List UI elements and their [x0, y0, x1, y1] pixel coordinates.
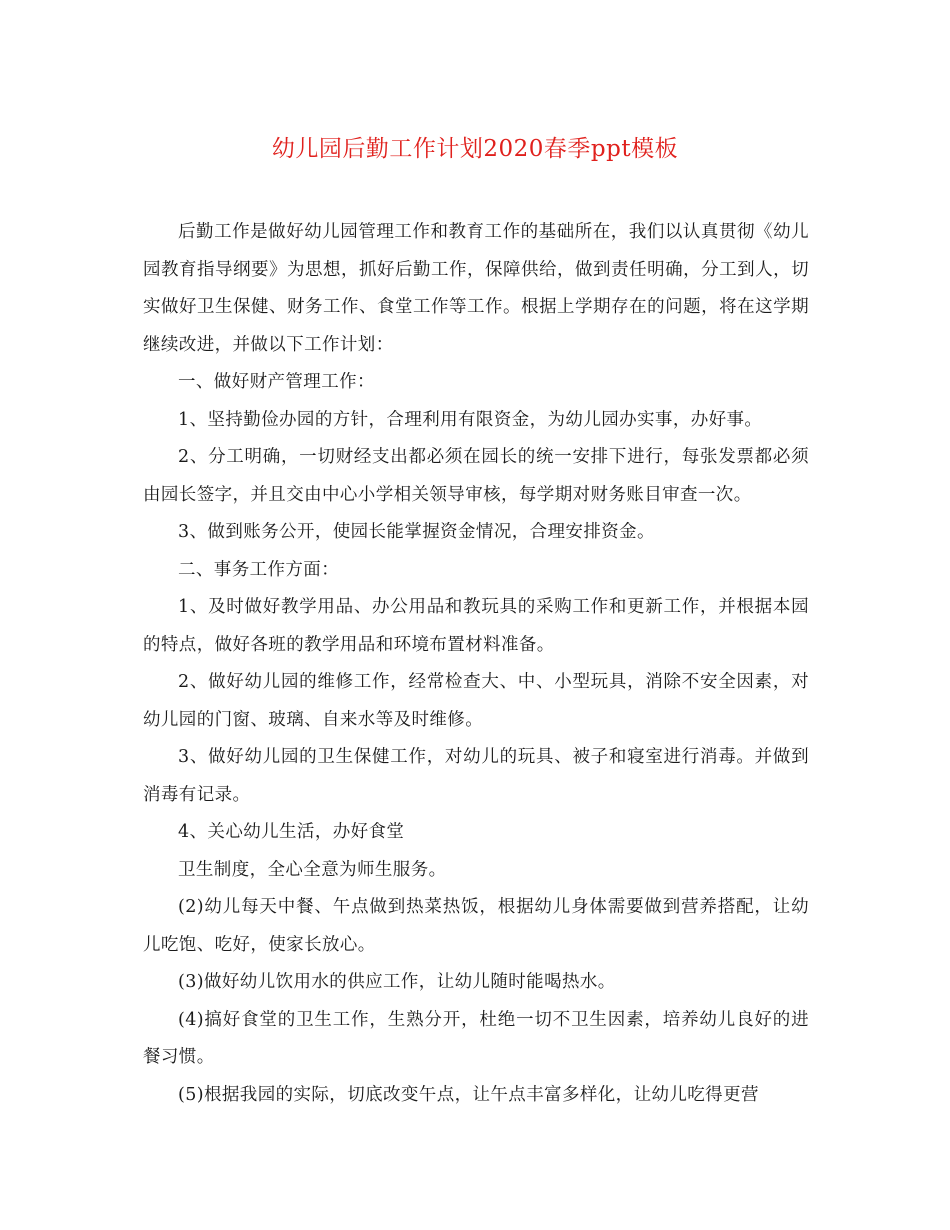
paragraph: 2、做好幼儿园的维修工作，经常检查大、中、小型玩具，消除不安全因素，对幼儿园的门窗、玻璃、自来水等及时维修。	[143, 672, 809, 730]
document-body	[143, 214, 809, 1114]
paragraph: (4)搞好食堂的卫生工作，生熟分开，杜绝一切不卫生因素，培养幼儿良好的进餐习惯。	[143, 1009, 809, 1067]
paragraph: 1、坚持勤俭办园的方针，合理利用有限资金，为幼儿园办实事，办好事。	[178, 409, 763, 430]
section-heading-property: 一、做好财产管理工作：	[178, 372, 375, 392]
paragraph: (5)根据我园的实际，切底改变午点，让午点丰富多样化，让幼儿吃得更营	[178, 1084, 759, 1105]
paragraph: 1、及时做好教学用品、办公用品和教玩具的采购工作和更新工作，并根据本园的特点，做好各班的教学用品和环境布置材料准备。	[143, 597, 809, 655]
paragraph-intro: 后勤工作是做好幼儿园管理工作和教育工作的基础所在，我们以认真贯彻《幼儿园教育指导纲要》为思想，抓好后勤工作，保障供给，做到责任明确，分工到人，切实做好卫生保健、财务工作、食堂工作等工作。根据上学期存在的问题，将在这学期继续改进，并做以下工作计划：	[143, 222, 809, 355]
paragraph: 3、做到账务公开，使园长能掌握资金情况，合理安排资金。	[178, 522, 655, 542]
paragraph: (3)做好幼儿饮用水的供应工作，让幼儿随时能喝热水。	[178, 972, 616, 992]
paragraph: 4、关心幼儿生活，办好食堂	[178, 822, 405, 842]
paragraph: (2)幼儿每天中餐、午点做到热菜热饭，根据幼儿身体需要做到营养搭配，让幼儿吃饱、吃好，使家长放心。	[143, 897, 809, 955]
document-title: 幼儿园后勤工作计划2020春季ppt模板	[271, 136, 679, 162]
paragraph: 2、分工明确，一切财经支出都必须在园长的统一安排下进行，每张发票都必须由园长签字，并且交由中心小学相关领导审核，每学期对财务账目审查一次。	[143, 447, 809, 505]
section-heading-affairs: 二、事务工作方面：	[178, 559, 340, 580]
paragraph: 3、做好幼儿园的卫生保健工作，对幼儿的玩具、被子和寝室进行消毒。并做到消毒有记录。	[143, 747, 809, 805]
paragraph: 卫生制度，全心全意为师生服务。	[178, 859, 447, 880]
